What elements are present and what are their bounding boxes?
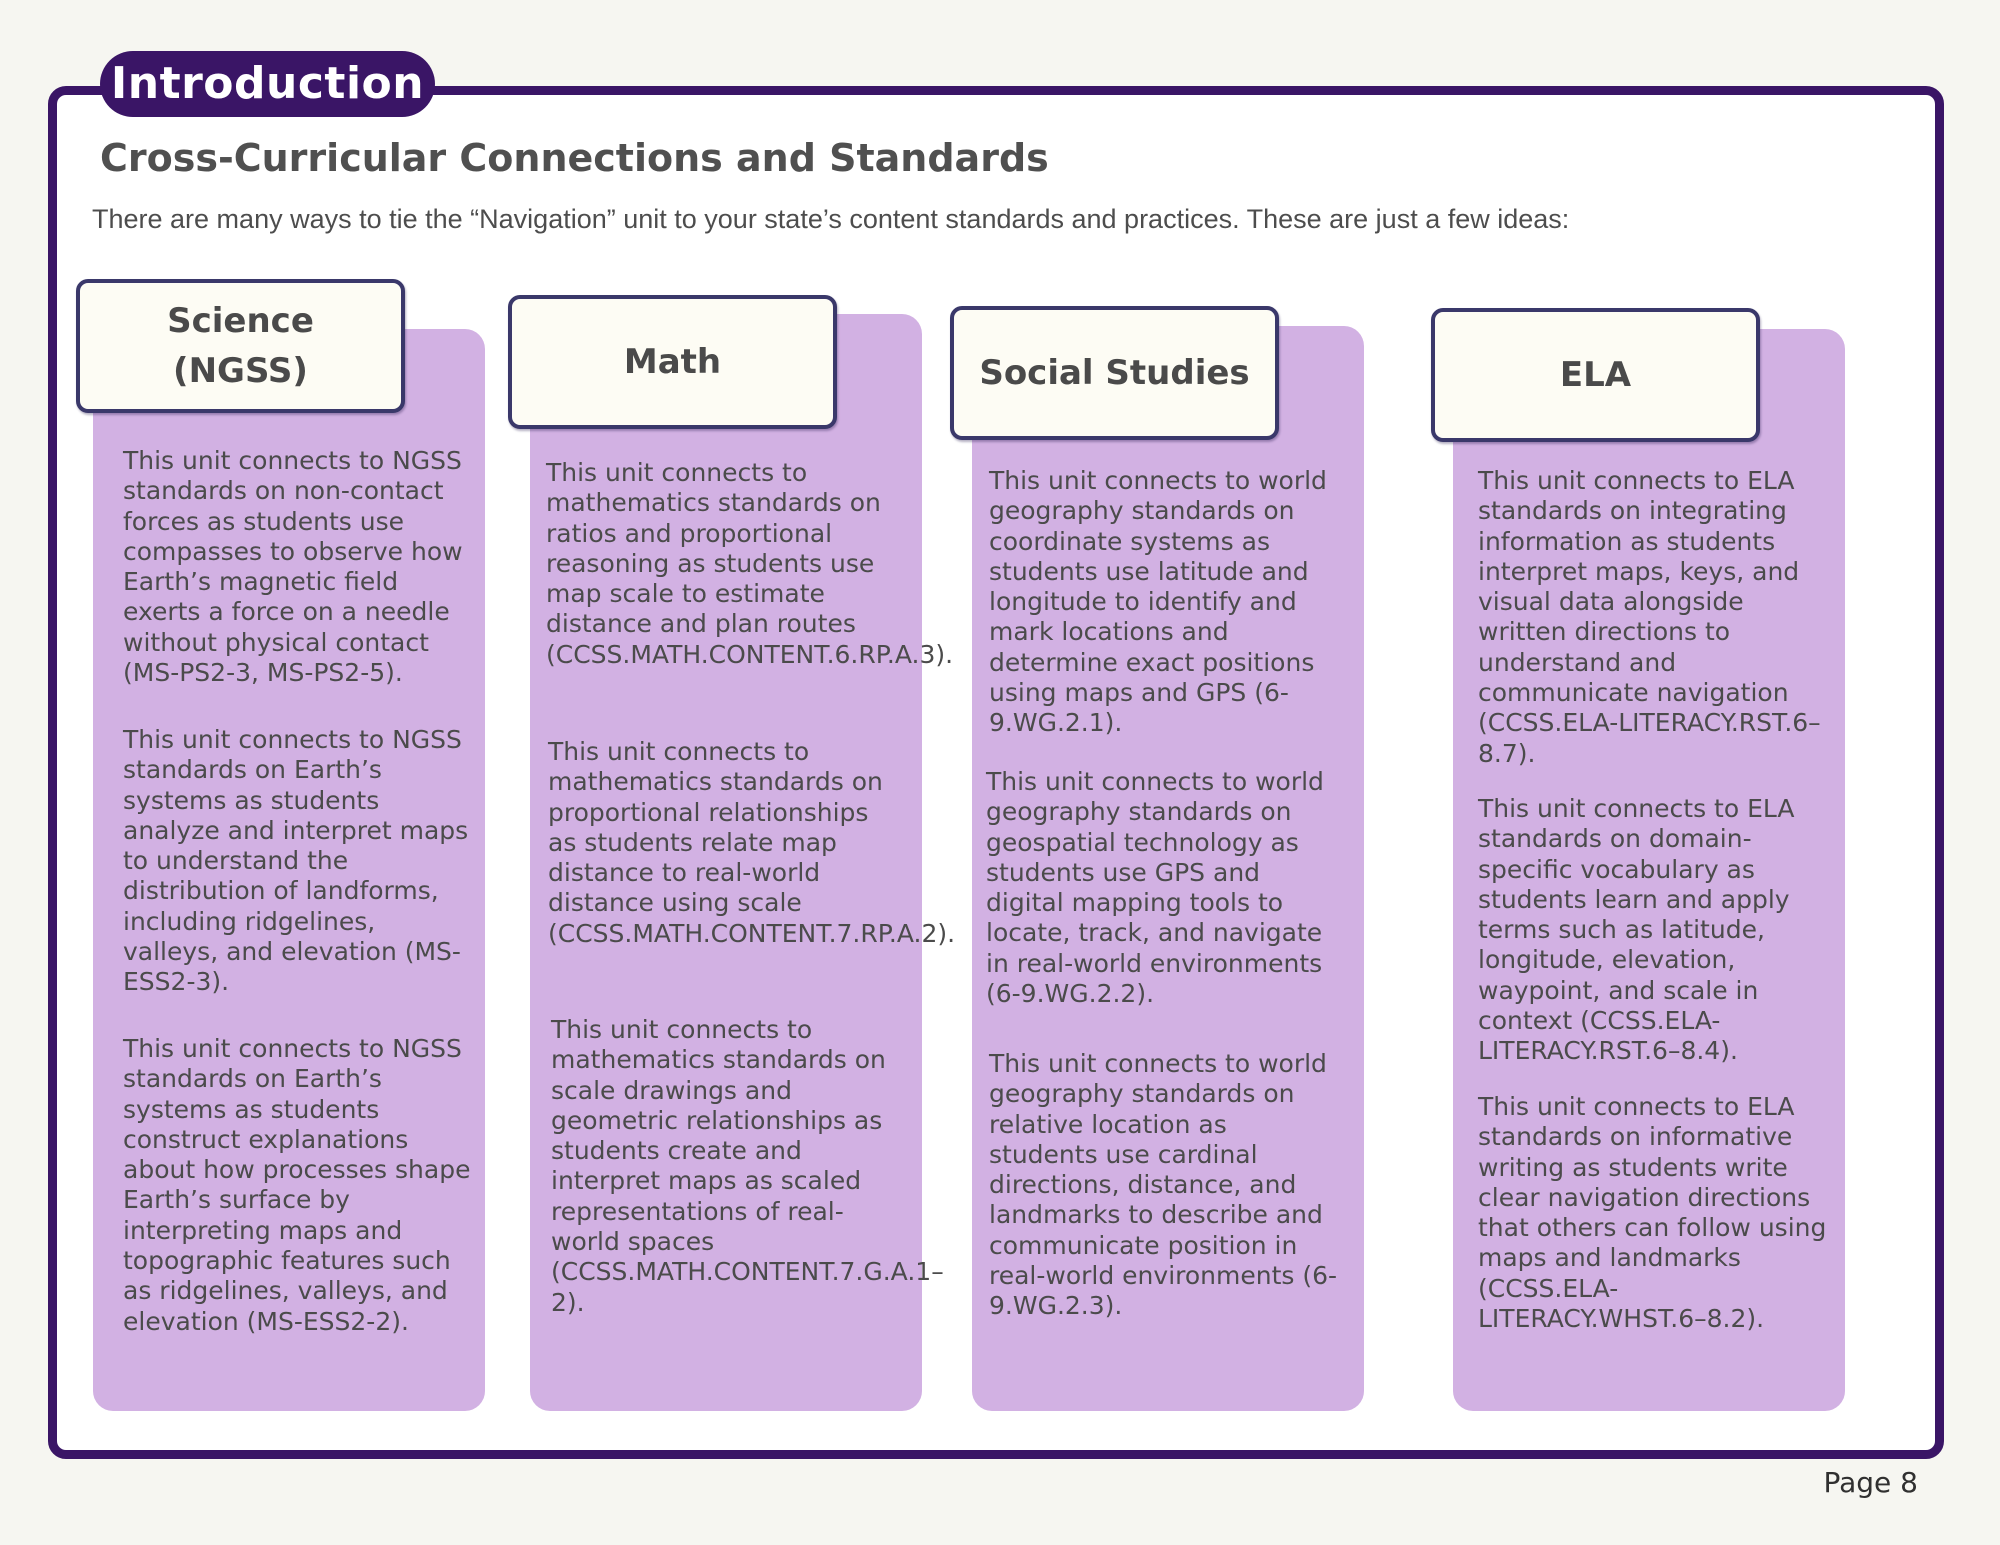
ela-paragraph-3: This unit connects to ELA standards on informative writing as students write clear navigation directions that others can follow using maps and landmarks (CCSS.ELA-LITERACY.WHST.6–8.2).: [1478, 1092, 1827, 1334]
section-tab: Introduction: [100, 51, 435, 117]
science-paragraph-2: This unit connects to NGSS standards on Earth’s systems as students analyze and interpret maps to understand the distribution of landforms, including ridgelines, valleys, and elevation (MS-ESS2-3).: [123, 725, 469, 997]
page-number: Page 8: [1823, 1466, 1918, 1499]
social-studies-paragraph-2: This unit connects to world geography standards on geospatial technology as students use GPS and digital mapping tools to locate, track, and navigate in real-world environments (6-9.WG.2.2).: [986, 767, 1324, 1009]
social-studies-column-header: Social Studies: [950, 306, 1279, 440]
ela-paragraph-2: This unit connects to ELA standards on domain-specific vocabulary as students learn and apply terms such as latitude, longitude, elevation, waypoint, and scale in context (CCSS.ELA-LITERACY.RST.6–8.4).: [1478, 794, 1795, 1066]
social-studies-paragraph-3: This unit connects to world geography standards on relative location as students use cardinal directions, distance, and landmarks to describe and communicate position in real-world environments (6-9.WG.2.3).: [989, 1049, 1338, 1321]
math-paragraph-3: This unit connects to mathematics standards on scale drawings and geometric relationships as students create and interpret maps as scaled representations of real-world spaces (CCSS.MATH.CONTENT.7.G.A.1–2).: [551, 1015, 944, 1317]
intro-text: There are many ways to tie the “Navigation” unit to your state’s content standards and practices. These are just a few ideas:: [92, 204, 1570, 234]
math-paragraph-1: This unit connects to mathematics standards on ratios and proportional reasoning as students use map scale to estimate distance and plan routes (CCSS.MATH.CONTENT.6.RP.A.3).: [546, 458, 954, 669]
ela-paragraph-1: This unit connects to ELA standards on integrating information as students interpret maps, keys, and visual data alongside written directions to understand and communicate navigation (CCSS.ELA-LITERACY.RST.6–8.7).: [1478, 466, 1821, 768]
ela-column-header: ELA: [1431, 308, 1760, 442]
science-paragraph-1: This unit connects to NGSS standards on non-contact forces as students use compasses to observe how Earth’s magnetic field exerts a force on a needle without physical contact (MS-PS2-3, MS-PS2-5).: [123, 446, 463, 688]
math-paragraph-2: This unit connects to mathematics standards on proportional relationships as students relate map distance to real-world distance using scale (CCSS.MATH.CONTENT.7.RP.A.2).: [548, 737, 956, 948]
science-column-header: Science (NGSS): [76, 279, 405, 413]
social-studies-paragraph-1: This unit connects to world geography standards on coordinate systems as students use latitude and longitude to identify and mark locations and determine exact positions using maps and GPS (6-9.WG.2.1).: [989, 466, 1327, 738]
math-column-header: Math: [508, 295, 837, 429]
page-heading: Cross-Curricular Connections and Standards: [100, 136, 1049, 180]
science-paragraph-3: This unit connects to NGSS standards on Earth’s systems as students construct explanations about how processes shape Earth’s surface by interpreting maps and topographic features such as ridgelines, valleys, and elevation (MS-ESS2-2).: [123, 1034, 471, 1336]
